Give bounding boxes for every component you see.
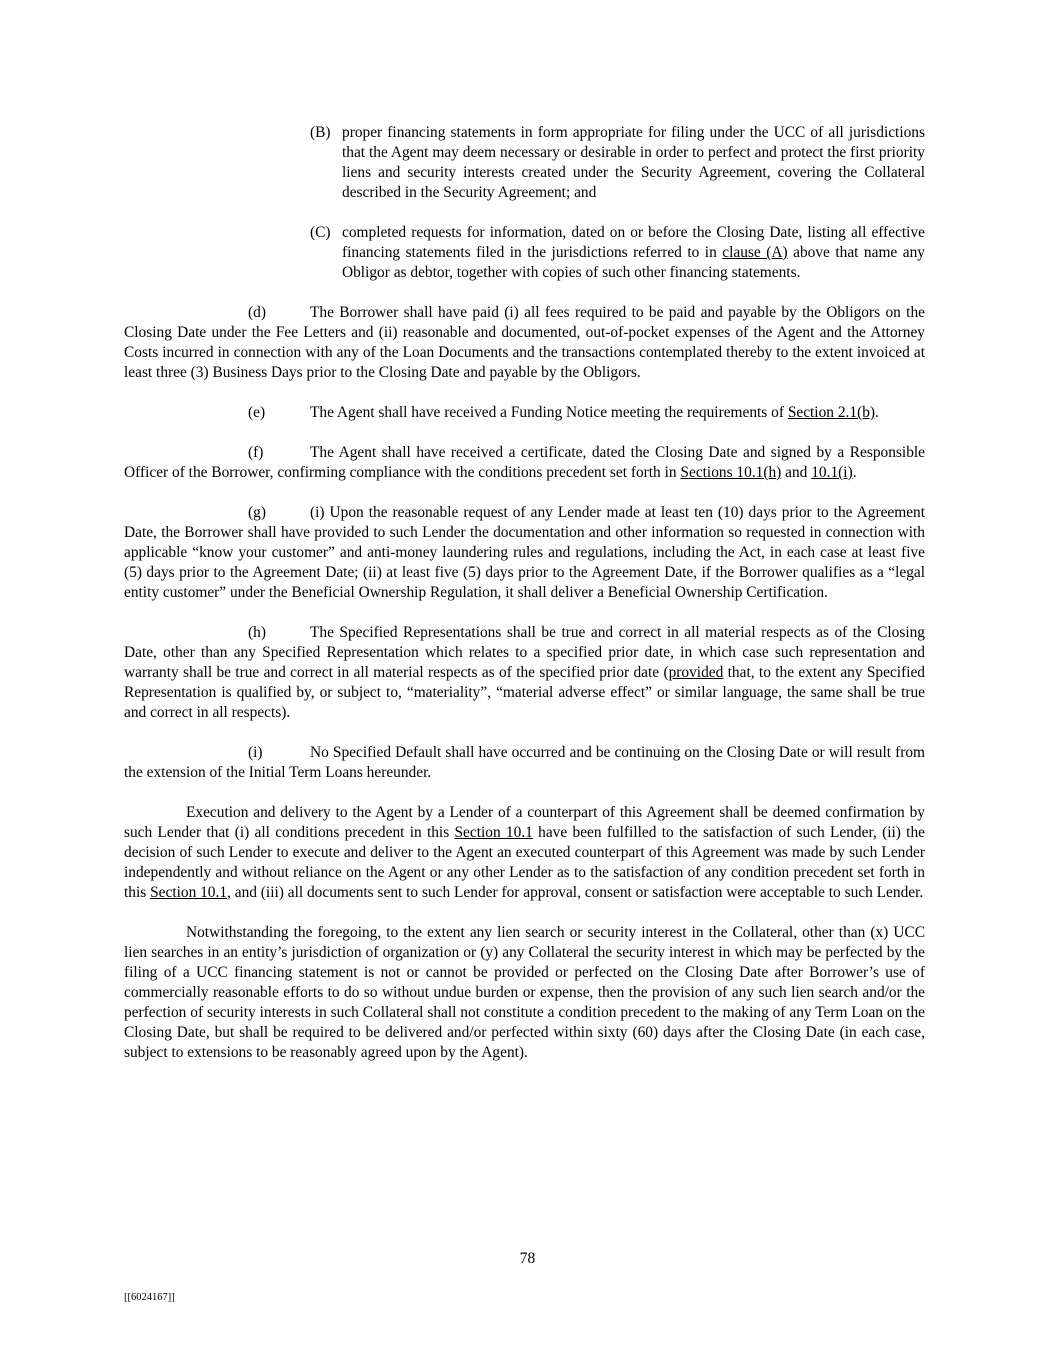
clause-e-label: (e) (248, 404, 266, 421)
document-page (124, 123, 925, 1083)
clause-d (124, 303, 925, 383)
clause-i (124, 743, 925, 783)
clause-h-label: (h) (248, 624, 266, 641)
clause-d-text: The Borrower shall have paid (i) all fees required to be paid and payable by the Obligors on the Closing Date under the Fee Letters and (ii) reasonable and documented, out-of-pocket expenses of the Agent and the Attorney Costs incurred in connection with any of the Loan Documents and the transactions contemplated thereby to the extent invoiced at least three (3) Business Days prior to the Closing Date and payable by the Obligors. (124, 304, 925, 381)
clause-e-text-2: . (875, 404, 879, 421)
execution-text-3: , and (iii) all documents sent to such Lender for approval, consent or satisfaction were acceptable to such Lender. (227, 884, 924, 901)
document-id: [[6024167]] (124, 1292, 175, 1303)
execution-paragraph (124, 803, 925, 903)
sections-10-1-h-reference: Sections 10.1(h) (680, 464, 782, 481)
clause-g-text: (i) Upon the reasonable request of any Lender made at least ten (10) days prior to the Agreement Date, the Borrower shall have provided to such Lender the documentation and other information so requested in connection with applicable “know your customer” and anti-money laundering rules and regulations, including the Act, in each case at least five (5) days prior to the Agreement Date; (ii) at least five (5) days prior to the Agreement Date, if the Borrower qualifies as a “legal entity customer” under the Beneficial Ownership Regulation, it shall deliver a Beneficial Ownership Certification. (124, 504, 925, 601)
clause-B (124, 123, 925, 203)
execution-text-2: have been fulfilled to the satisfaction of such Lender, (ii) the decision of such Lender to execute and deliver to the Agent an executed counterpart of this Agreement was made by such Lender independently and without reliance on the Agent or any other Lender as to the satisfaction of any condition precedent set forth in this (124, 824, 925, 901)
notwithstanding-paragraph (124, 923, 925, 1063)
clause-B-text: proper financing statements in form appropriate for filing under the UCC of all jurisdictions that the Agent may deem necessary or desirable in order to perfect and protect the first priority liens and security interests created under the Security Agreement, covering the Collateral described in the Security Agreement; and (342, 124, 925, 201)
clause-f-label: (f) (248, 444, 264, 461)
clause-f (124, 443, 925, 483)
execution-text-1: Execution and delivery to the Agent by a Lender of a counterpart of this Agreement shall be deemed confirmation by such Lender that (i) all conditions precedent in this (124, 804, 925, 841)
clause-C-label: (C) (310, 224, 331, 241)
clause-e-text-1: The Agent shall have received a Funding Notice meeting the requirements of (310, 404, 788, 421)
clause-A-reference: clause (A) (722, 244, 788, 261)
clause-B-label: (B) (310, 124, 331, 141)
section-10-1-reference: Section 10.1 (150, 884, 228, 901)
clause-f-text-2: and (781, 464, 812, 481)
clause-C-text-1: completed requests for information, dated on or before the Closing Date, listing all effective financing statements filed in the jurisdictions referred to in (342, 224, 925, 261)
section-10-1-reference: Section 10.1 (454, 824, 533, 841)
clause-C-text-2: above that name any Obligor as debtor, together with copies of such other financing statements. (342, 244, 925, 281)
clause-h (124, 623, 925, 723)
clause-i-label: (i) (248, 744, 263, 761)
clause-d-label: (d) (248, 304, 266, 321)
section-2-1-b-reference: Section 2.1(b) (787, 404, 876, 421)
page-number: 78 (519, 1250, 536, 1267)
clause-C (124, 223, 925, 283)
notwithstanding-text: Notwithstanding the foregoing, to the extent any lien search or security interest in the Collateral, other than (x) UCC lien searches in an entity’s jurisdiction of organization or (y) any Collateral the security interest in which may be perfected by the filing of a UCC financing statement is not or cannot be provided or perfected on the Closing Date after Borrower’s use of commercially reasonable efforts to do so without undue burden or expense, then the provision of any such lien search and/or the perfection of security interests in such Collateral shall not constitute a condition precedent to the making of any Term Loan on the Closing Date, but shall be required to be delivered and/or perfected within sixty (60) days after the Closing Date (in each case, subject to extensions to be reasonably agreed upon by the Agent). (124, 924, 925, 1061)
provided-term: provided (668, 664, 724, 681)
clause-f-text-3: . (852, 464, 857, 481)
clause-e (124, 403, 925, 423)
clause-f-text-1: The Agent shall have received a certificate, dated the Closing Date and signed by a Responsible Officer of the Borrower, confirming compliance with the conditions precedent set forth in (124, 444, 925, 481)
clause-g-label: (g) (248, 504, 266, 521)
clause-i-text: No Specified Default shall have occurred and be continuing on the Closing Date or will result from the extension of the Initial Term Loans hereunder. (124, 744, 925, 781)
section-10-1-i-reference: 10.1(i) (811, 464, 853, 481)
clause-h-text-1: The Specified Representations shall be true and correct in all material respects as of the Closing Date, other than any Specified Representation which relates to a specified prior date, in which case such representation and warranty shall be true and correct in all material respects as of the specified prior date ( (124, 624, 925, 681)
clause-g (124, 503, 925, 603)
clause-h-text-2: that, to the extent any Specified Representation is qualified by, or subject to, “materiality”, “material adverse effect” or similar language, the same shall be true and correct in all respects). (124, 664, 925, 721)
